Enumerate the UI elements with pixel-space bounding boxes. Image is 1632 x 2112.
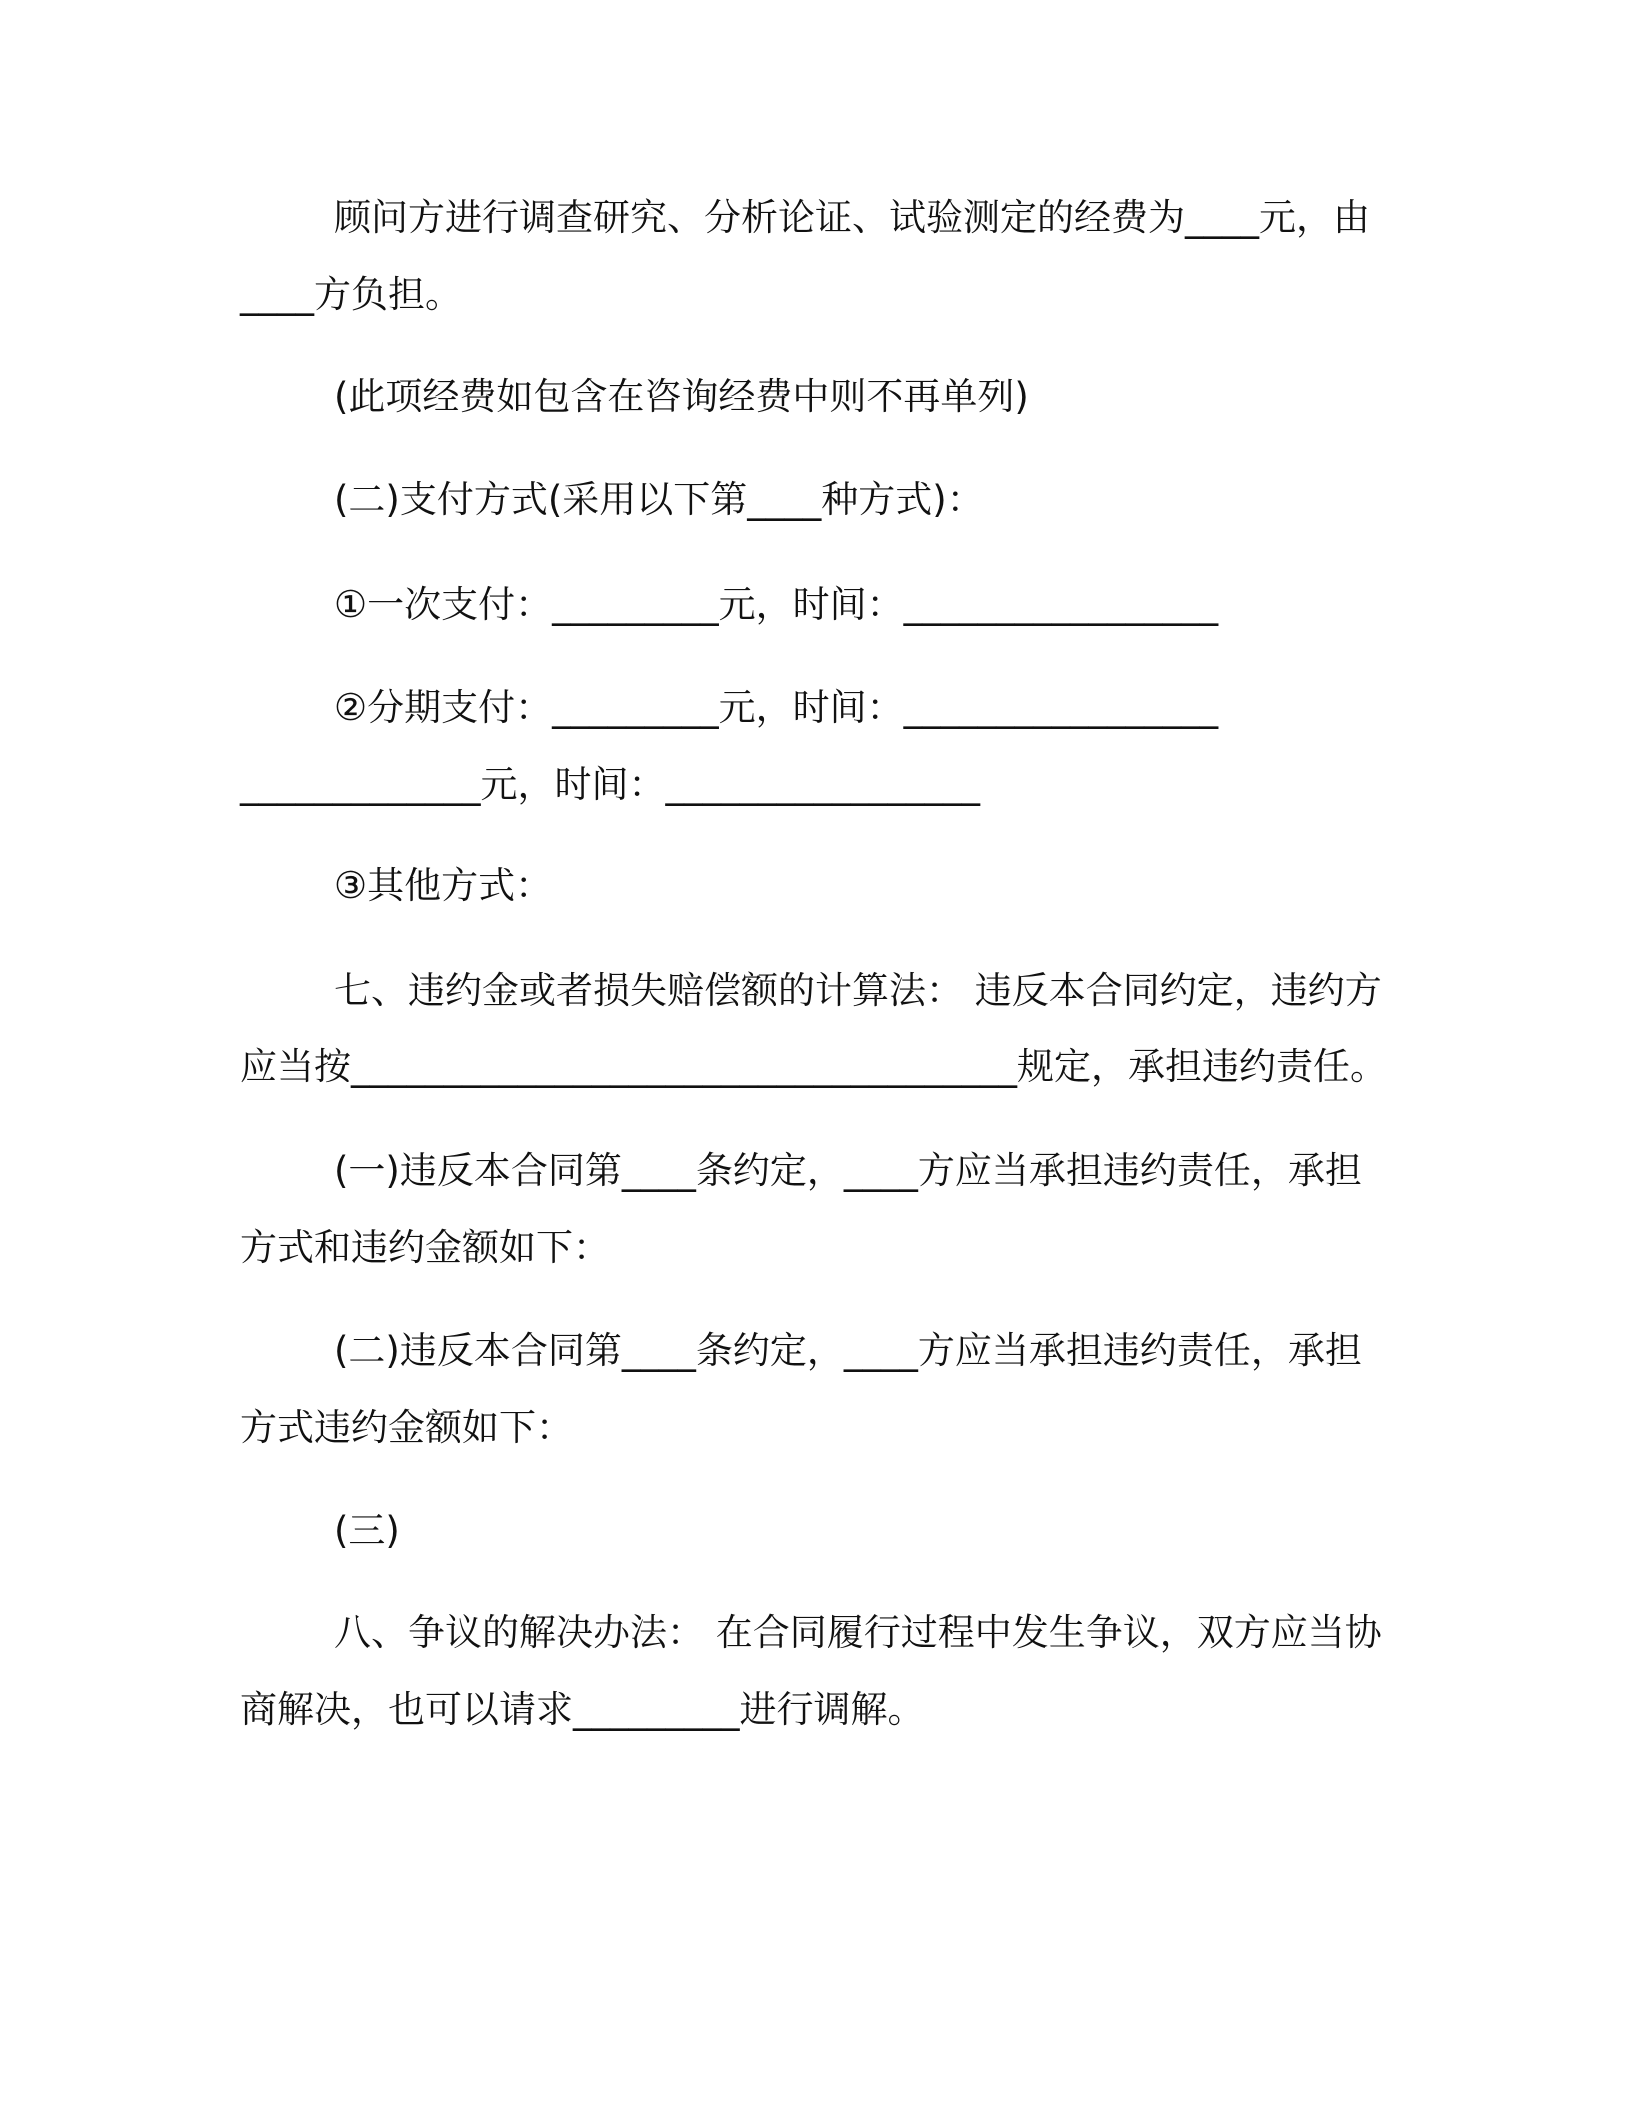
paragraph-line-17: 商解决，也可以请求_________进行调解。 <box>240 1688 925 1731</box>
paragraph-line-16: 八、争议的解决办法： 在合同履行过程中发生争议，双方应当协 <box>334 1611 1382 1654</box>
paragraph-line-7: _____________元，时间：_________________ <box>240 763 980 806</box>
paragraph-line-9: 七、违约金或者损失赔偿额的计算法： 违反本合同约定，违约方 <box>334 969 1382 1012</box>
paragraph-line-12: 方式和违约金额如下： <box>240 1226 610 1269</box>
paragraph-line-10: 应当按____________________________________规定，承担违约责任。 <box>240 1045 1387 1088</box>
paragraph-line-8: ③其他方式： <box>334 864 553 907</box>
paragraph-line-13: (二)违反本合同第____条约定，____方应当承担违约责任，承担 <box>334 1329 1362 1372</box>
paragraph-line-2: ____方负担。 <box>240 273 462 316</box>
paragraph-line-6: ②分期支付：_________元，时间：_________________ <box>334 686 1219 729</box>
paragraph-line-1: 顾问方进行调查研究、分析论证、试验测定的经费为____元，由 <box>334 196 1370 239</box>
paragraph-line-15: (三) <box>334 1509 400 1552</box>
paragraph-line-3: (此项经费如包含在咨询经费中则不再单列) <box>334 375 1029 418</box>
paragraph-line-5: ①一次支付：_________元，时间：_________________ <box>334 583 1219 626</box>
paragraph-line-14: 方式违约金额如下： <box>240 1406 573 1449</box>
paragraph-line-4: (二)支付方式(采用以下第____种方式)： <box>334 478 984 521</box>
paragraph-line-11: (一)违反本合同第____条约定，____方应当承担违约责任，承担 <box>334 1149 1362 1192</box>
